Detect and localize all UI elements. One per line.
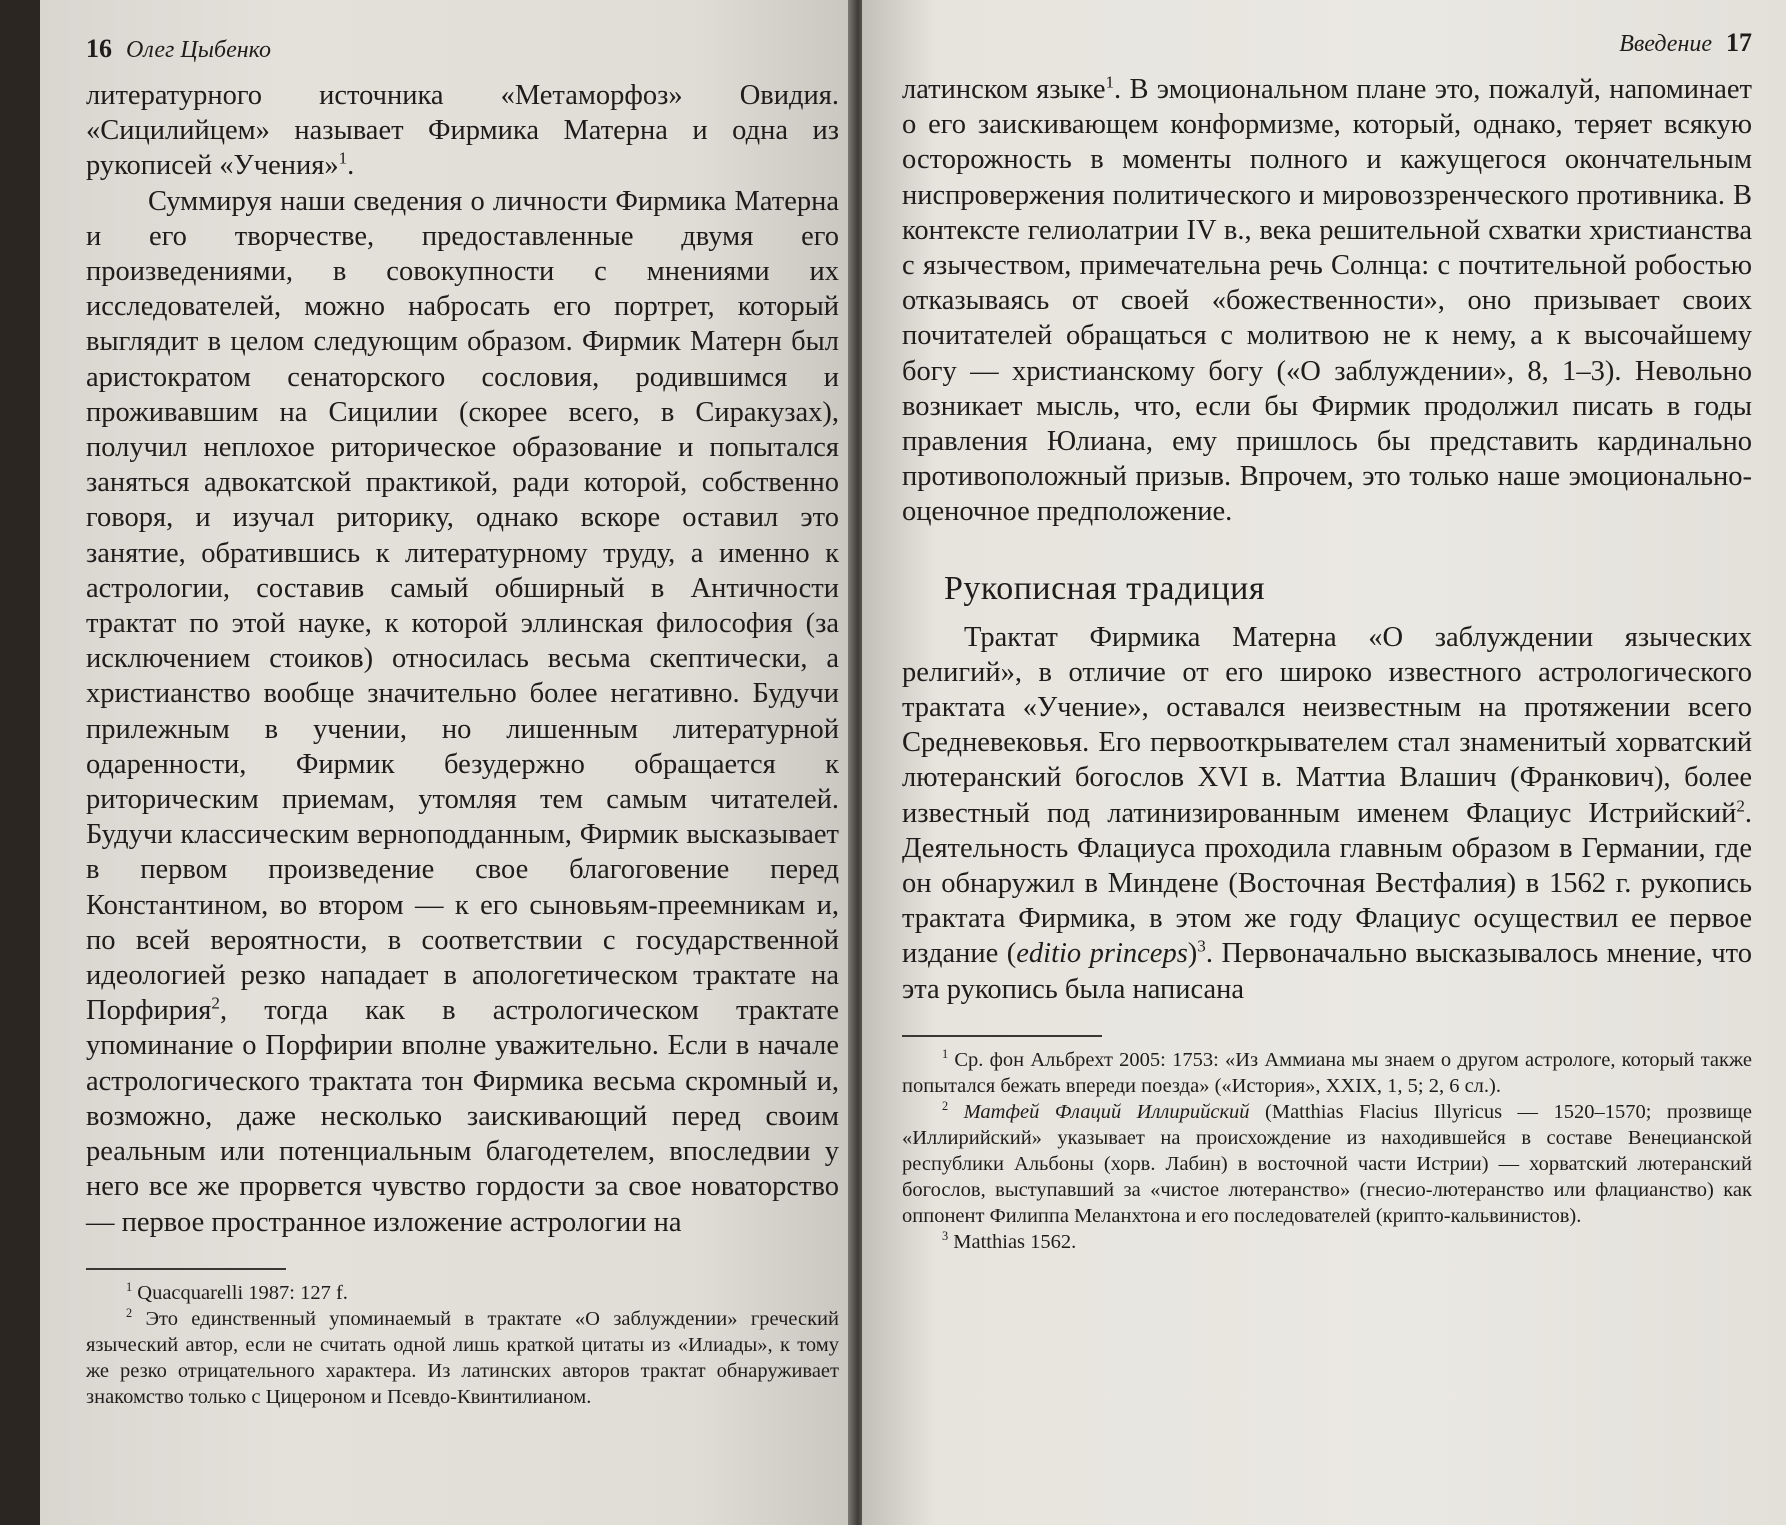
footnote: $^2$ Это единственный упоминаемый в трактате «О заблуждении» греческий языческий автор, если не считать одной лишь краткой цитаты из «Илиады», к тому же резко отрицательного характера. Из латинских авторов трактат обнаруживает знакомство только с Цицероном и Псевдо-Квинтилианом. bbox=[86, 1305, 839, 1408]
left-running-head bbox=[86, 34, 839, 64]
right-running-head bbox=[902, 28, 1752, 58]
footnote-ref: 2 bbox=[211, 993, 220, 1013]
paragraph: литературного источника «Метаморфоз» Овидия. «Сицилийцем» называет Фирмика Матерна и одна из рукописей «Учения»$^1$. bbox=[86, 80, 839, 182]
footnote: $^1$ Ср. фон Альбрехт 2005: 1753: «Из Аммиана мы знаем о другом астрологе, который также попытался бежать впереди поезда» («История», XXIX, 1, 5; 2, 6 сл.). bbox=[902, 1047, 1752, 1097]
paragraph: Трактат Фирмика Матерна «О заблуждении языческих религий», в отличие от его широко известного астрологического трактата «Учение», оставался неизвестным на протяжении всего Средневековья. Его первооткрывателем стал знаменитый хорватский лютеранский богослов XVI в. Маттиа Влашич (Франкович), более известный под латинизированным именем Флациус Истрийский$^2$. Деятельность Флациуса проходила главным образом в Германии, где он обнаружил в Миндене (Восточная Вестфалия) в 1562 г. рукопись трактата Фирмика, в этом же году Флациус осуществил ее первое издание (editio princeps)$^3$. Первоначально высказывалось мнение, что эта рукопись была написана bbox=[902, 621, 1752, 1005]
paragraph: латинском языке$^1$. В эмоциональном плане это, пожалуй, напоминает о его заискивающем конформизме, который, однако, теряет всякую осторожность в моменты полного и кажущегося окончательным ниспровержения политического и мировоззренческого противника. В контексте гелиолатрии IV в., века решительной схватки христианства с язычеством, примечательна речь Солнца: с почтительной робостью отказываясь от своей «божественности», оно призывает своих почитателей обращаться с молитвою не к нему, а к высочайшему богу — христианскому богу («О заблуждении», 8, 1–3). Невольно возникает мысль, что, если бы Фирмик продолжил писать в годы правления Юлиана, ему пришлось бы представить кардинально противоположный призыв. Впрочем, это только наше эмоционально-оценочное предположение. bbox=[902, 72, 1753, 528]
footnote: $^2$ Матфей Флаций Иллирийский (Matthias Flacius Illyricus — 1520–1570; прозвище «Иллирийский» указывает на происхождение из находившейся в составе Венецианской республики Альбоны (хорв. Лабин) в восточной части Истрии) — хорватский лютеранский богослов, выступавший за «чистое лютеранство» (гнесио-лютеранство или флацианство) как оппонент Филиппа Меланхтона и его последователей (крипто-кальвинистов). bbox=[902, 1099, 1752, 1227]
footnote: $^1$ Quacquarelli 1987: 127 f. bbox=[126, 1279, 348, 1304]
right-body-text bbox=[902, 72, 1752, 1007]
footnote-ref: 1 bbox=[338, 148, 348, 168]
paragraph: Суммируя наши сведения о личности Фирмика Матерна и его творчестве, предоставленные двумя его произведениями, в совокупности с мнениями их исследователей, можно набросать его портрет, который выглядит в целом следующим образом. Фирмик Матерн был аристократом сенаторского сословия, родившимся и проживавшим на Сицилии (скорее всего, в Сиракузах), получил неплохое риторическое образование и попытался заняться адвокатской практикой, ради которой, собственно говоря, и изучал риторику, однако вскоре оставил это занятие, обратившись к литературному труду, а именно к астрологии, составив самый обширный в Античности трактат по этой науке, к которой эллинская философия (за исключением стоиков) относилась весьма скептически, а христианство вообще значительно более негативно. Будучи прилежным в учении, но лишенным литературной одаренности, Фирмик безудержно обращается к риторическим приемам, утомляя тем самым читателей. Будучи классическим верноподданным, Фирмик высказывает в первом произведение свое благоговение перед Константином, во втором — к его сыновьям-преемникам и, по всей вероятности, в соответствии с государственной идеологией резко нападает в апологетическом трактате на Порфирия$^2$, тогда как в астрологическом трактате упоминание о Порфирии вполне уважительно. Если в начале астрологического трактата тон Фирмика весьма скромный и, возможно, даже несколько заискивающий перед своим реальным или потенциальным благодетелем, впоследвии у него все же прорвется чувство гордости за свое новаторство — первое пространное изложение астрологии на bbox=[86, 185, 839, 1238]
section-heading: Рукописная традиция bbox=[944, 569, 1265, 607]
page-number-left: 16 bbox=[86, 34, 112, 63]
left-footnotes bbox=[86, 1280, 839, 1410]
running-head-author: Олег Цыбенко bbox=[126, 37, 271, 63]
footnote: $^3$ Matthias 1562. bbox=[942, 1229, 1077, 1253]
left-page bbox=[40, 0, 855, 1525]
footnote-divider bbox=[86, 1268, 286, 1270]
footnote-ref: 2 bbox=[1736, 796, 1745, 816]
right-page bbox=[862, 0, 1786, 1525]
footnote-ref: 3 bbox=[1197, 936, 1206, 956]
right-footnotes bbox=[902, 1047, 1752, 1255]
running-head-section: Введение bbox=[1619, 31, 1712, 57]
page-number-right: 17 bbox=[1726, 28, 1752, 57]
footnote-divider bbox=[902, 1035, 1102, 1037]
left-body-text bbox=[86, 78, 839, 1240]
footnote-ref: 1 bbox=[1105, 72, 1115, 92]
